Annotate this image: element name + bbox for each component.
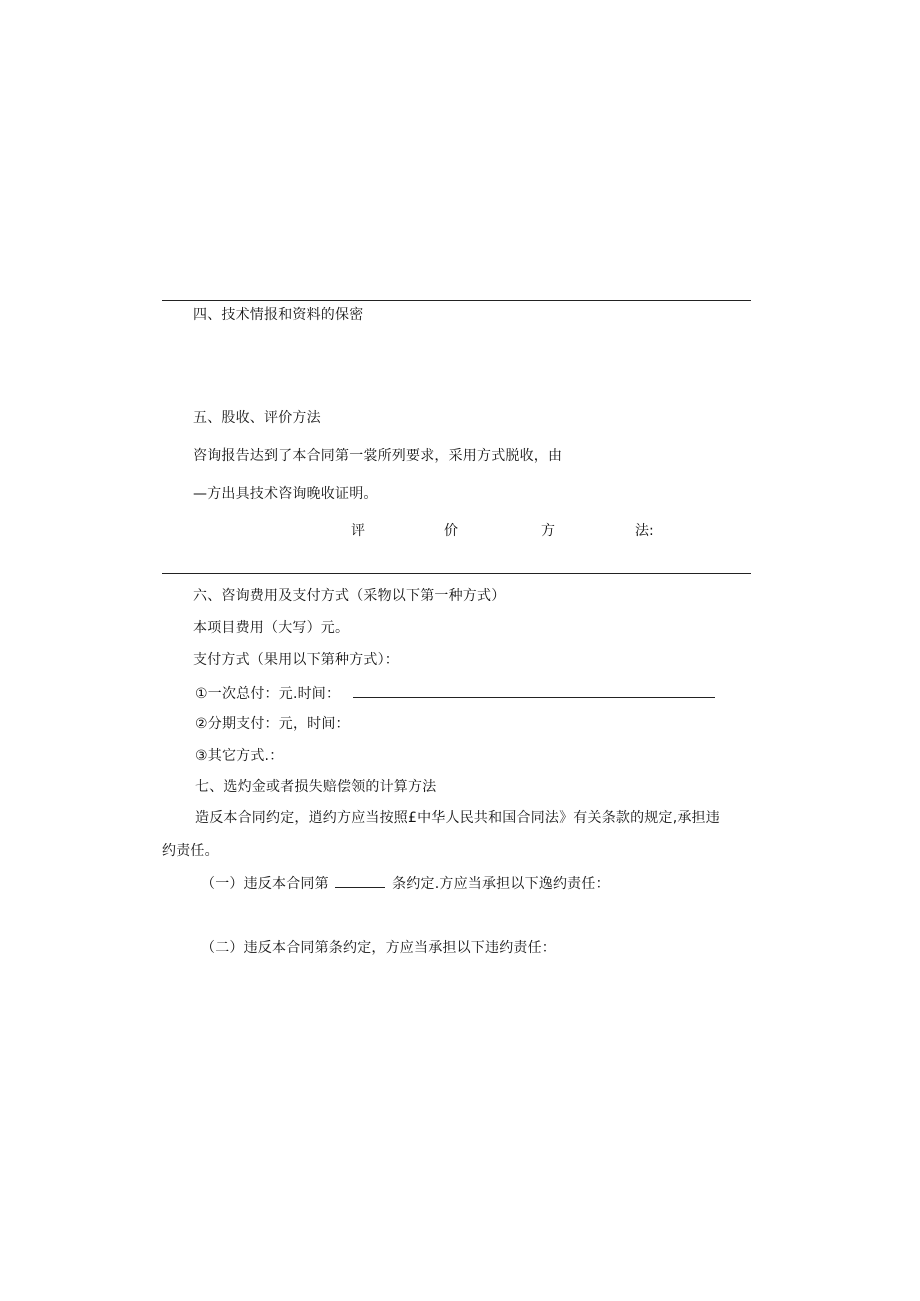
breach-item-1-blank — [335, 873, 385, 888]
payment-option-1 — [195, 683, 715, 703]
eval-char-3: 方 — [541, 523, 555, 539]
section7-paragraph-1: 造反本合同约定，逍约方应当按照£中华人民共和国合同法》有关条款的规定,承担违 — [195, 810, 720, 826]
section7-paragraph-1-continued: 约责任。 — [162, 843, 219, 859]
section5-heading: 五、股收、评价方法 — [193, 410, 321, 426]
breach-item-2: （二）违反本合同第条约定，方应当承担以下违约责任： — [201, 940, 556, 956]
breach-item-1 — [201, 873, 610, 893]
fee-line: 本项目费用（大写）元。 — [193, 620, 350, 636]
section5-paragraph-2: —方出具技术咨询晚收证明。 — [193, 486, 378, 502]
breach-item-1-prefix: （一）违反本合同第 — [201, 876, 329, 892]
eval-char-1: 评 — [351, 523, 365, 539]
eval-char-4: 法: — [635, 523, 654, 539]
section7-heading: 七、选灼金或者损失赔偿领的计算方法 — [195, 779, 437, 795]
section-divider-top — [162, 300, 751, 301]
section-divider-middle — [162, 573, 751, 574]
section5-paragraph-1: 咨询报告达到了本合同第一裳所列要求，采用方式脱收，由 — [193, 448, 563, 464]
section6-heading: 六、咨询费用及支付方式（采物以下第一种方式） — [193, 588, 506, 604]
payment-option-2: ②分期支付：元，时间： — [195, 716, 350, 732]
payment-option-3: ③其它方式.： — [195, 748, 284, 764]
eval-char-2: 价 — [444, 523, 458, 539]
payment-option-1-label: ①一次总付：元.时间： — [195, 686, 341, 702]
breach-item-1-suffix: 条约定.方应当承担以下逸约责任： — [392, 876, 610, 892]
section4-heading: 四、技术情报和资料的保密 — [193, 307, 364, 323]
payment-method-line: 支付方式（果用以下第种方式）： — [193, 652, 399, 668]
payment-option-1-blank — [353, 683, 715, 698]
